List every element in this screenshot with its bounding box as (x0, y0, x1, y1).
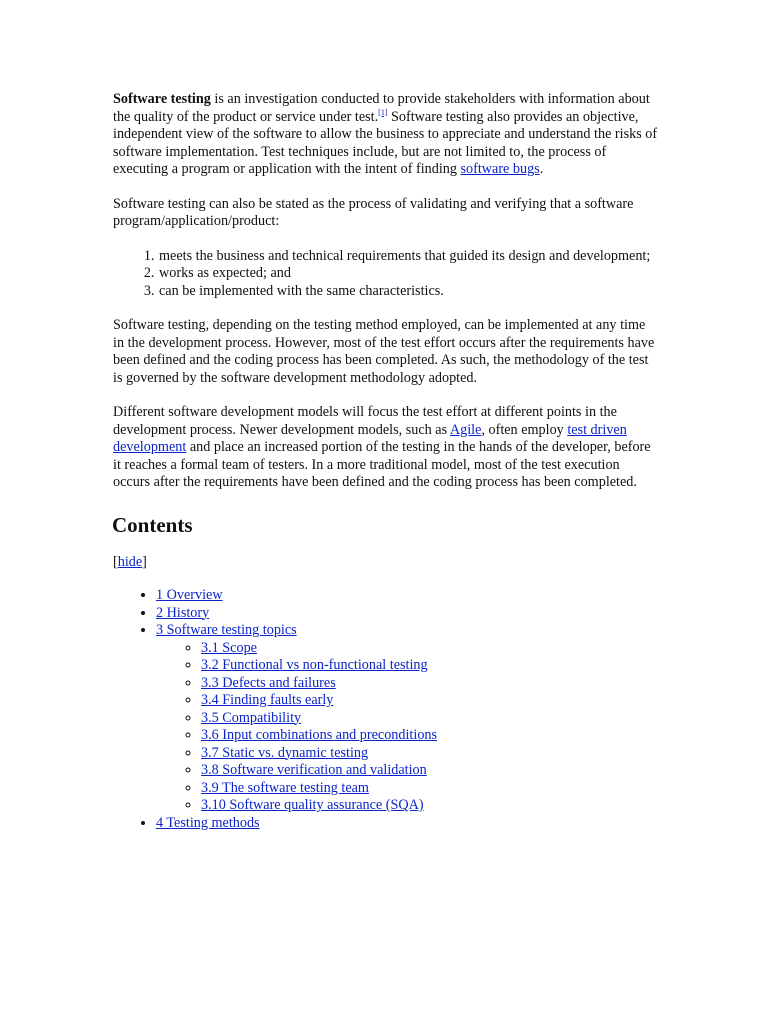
toc-bracket-close: ] (142, 553, 147, 570)
toc-link-input-combinations[interactable]: 3.6 Input combinations and preconditions (201, 727, 438, 743)
intro-bold-term: Software testing (113, 91, 211, 107)
requirements-list (113, 248, 658, 301)
requirement-item: 1. meets the business and technical requirements that guided its design and development; (158, 248, 658, 266)
toc-link-static-dynamic[interactable]: 3.7 Static vs. dynamic testing (201, 744, 369, 761)
models-text-2: , often employ (481, 421, 568, 438)
toc-subitem (201, 727, 658, 745)
toc-link-history[interactable]: 2 History (156, 604, 210, 621)
agile-link[interactable]: Agile (449, 421, 482, 438)
toc-link-testing-methods[interactable]: 4 Testing methods (156, 814, 260, 831)
table-of-contents (113, 587, 658, 832)
toc-item (156, 587, 658, 605)
method-paragraph: Software testing, depending on the testing method employed, can be implemented at any time in the development process. However, most of the test effort occurs after the requirements have been defined and the coding process has been completed. As such, the methodology of the test is governed by the software development methodology adopted. (113, 317, 655, 386)
toc-item (156, 605, 658, 623)
article-body (113, 91, 658, 832)
contents-heading: Contents (112, 512, 193, 537)
toc-sublist (156, 640, 658, 815)
intro-text-2: Software testing also provides an objective, independent view of the software to allow the business to appreciate and understand the risks of software implementation. Test techniques include, but are not limited to, the process of executing a program or application with the intent of finding (113, 108, 658, 177)
toc-subitem (201, 797, 658, 815)
toc-subitem (201, 675, 658, 693)
models-text-1: Different software development models will focus the test effort at different points in the development process. Newer development models, such as (113, 404, 617, 438)
toc-bracket-open: [ (113, 553, 118, 570)
toc-link-verification[interactable]: 3.8 Software verification and validation (201, 762, 427, 778)
reference-link[interactable]: [1] (378, 107, 388, 117)
toc-link-overview[interactable]: 1 Overview (156, 587, 223, 603)
toc-link-functional[interactable]: 3.2 Functional vs non-functional testing (201, 657, 428, 673)
requirement-item: 2. works as expected; and (158, 265, 658, 283)
models-text-3: and place an increased portion of the testing in the hands of the developer, before it reaches a formal team of testers. In a more traditional model, most of the test execution occurs after the requirements have been defined and the coding process has been completed. (113, 439, 651, 490)
toc-link-compatibility[interactable]: 3.5 Compatibility (201, 709, 302, 726)
toc-subitem (201, 780, 658, 798)
toc-subitem (201, 640, 658, 658)
intro-text-1: is an investigation conducted to provide stakeholders with information about the quality of the product or service under test. (113, 91, 650, 125)
toc-subitem (201, 657, 658, 675)
toc-link-defects[interactable]: 3.3 Defects and failures (201, 674, 336, 691)
software-bugs-link[interactable]: software bugs (460, 161, 540, 177)
toc-toggle (113, 554, 658, 572)
toc-subitem (201, 745, 658, 763)
toc-link-testing-team[interactable]: 3.9 The software testing team (201, 779, 369, 796)
toc-link-faults-early[interactable]: 3.4 Finding faults early (201, 692, 334, 708)
models-paragraph (113, 404, 658, 492)
toc-subitem (201, 692, 658, 710)
tdd-link[interactable]: test driven development (113, 421, 627, 455)
validation-paragraph: Software testing can also be stated as the process of validating and verifying that a software program/application/product: (113, 195, 634, 229)
toc-link-sqa[interactable]: 3.10 Software quality assurance (SQA) (201, 797, 424, 813)
toc-item (156, 622, 658, 815)
toc-subitem (201, 762, 658, 780)
toc-hide-link[interactable]: hide (117, 553, 143, 570)
toc-item (156, 815, 658, 833)
intro-paragraph (113, 91, 658, 179)
intro-end: . (539, 161, 544, 177)
requirement-item: 3. can be implemented with the same characteristics. (158, 283, 658, 301)
toc-link-testing-topics[interactable]: 3 Software testing topics (156, 622, 297, 638)
toc-subitem (201, 710, 658, 728)
toc-link-scope[interactable]: 3.1 Scope (201, 639, 257, 656)
